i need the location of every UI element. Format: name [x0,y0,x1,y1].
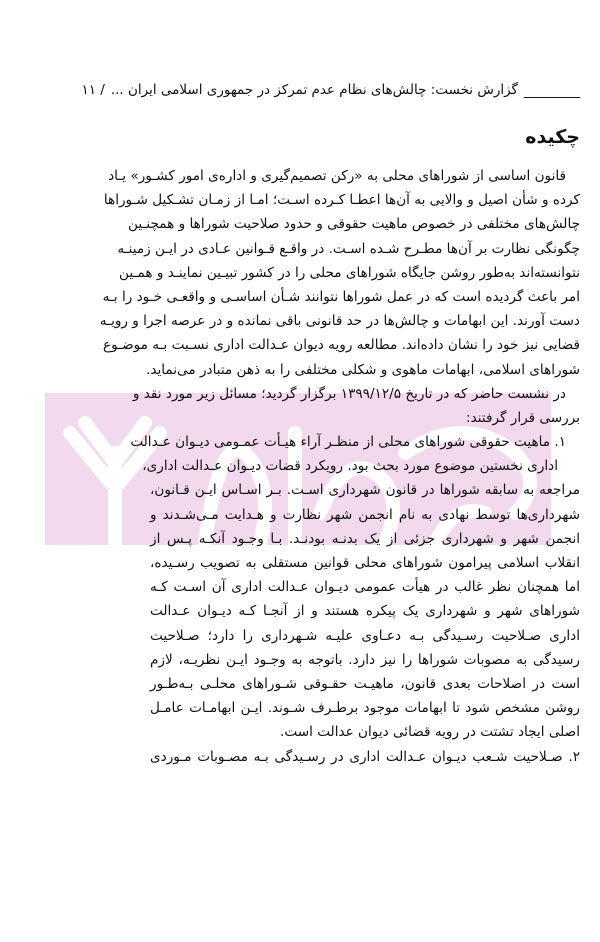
list-item-line: ۲. صـلاحیت شـعب دیـوان عـدالت اداری در رسـیدگی بـه مصـوبات مـوردی [150,748,580,765]
text-line: بررسی قرار گرفتند: [466,409,580,426]
text-line: امر باعث گردیده است که در عمل شوراها نتوانند شـأن اساسـی و واقعـی خـود را بـه [102,288,580,305]
list-item-line: مراجعه به سابقه شوراها در قانون شهرداری اسـت. بـر اسـاس ایـن قـانون، [150,482,580,499]
running-header [70,74,580,98]
paragraph-session [132,382,580,430]
section-heading: چکیده [525,126,580,148]
list-item-line: اداری نخستین موضوع مورد بحث بود. رویکرد قضات دیـوان عـدالت اداری، [142,458,558,475]
paragraph-abstract [99,164,580,382]
text-line: دست آورند. این ابهامات و چالش‌ها در حد قانونی باقی نمانده و در عرصه اجرا و رویـه [99,313,580,330]
list-item-line: شهرداری‌ها توسط نهادی به نام انجمن شهر نظارت و هـدایت مـی‌شـدند و [150,506,580,523]
list-item-1 [130,430,580,744]
abstract-body [99,164,580,769]
text-line: چالش‌های مختلفی در خصوص ماهیت حقوقی و حدود صلاحیت شوراها و همچنـین [128,216,580,233]
list-item-line: ۱. ماهیت حقوقی شوراهای محلی از منظـر آراء هیـأت عمـومی دیـوان عـدالت [130,434,566,451]
list-item-line: اداری صـلاحیت رسـیدگی بـه دعـاوی علیـه شـهرداری را دارد؛ صـلاحیت [150,627,580,644]
list-item-line: انجمن شهر و شهرداری جزئی از یک بدنـه بودنـد. بـا وجـود آنکـه پـس از [150,530,580,547]
text-line: نتوانسته‌اند به‌طور روشن جایگاه شوراهای محلی را در کشور تبیـین نماینـد و همـین [119,264,580,281]
list-item-line: اصلی ایجاد تشتت در رویه قضائی دیوان عدالت است. [280,724,580,741]
text-line: قضایی نیز خود را نشان داده‌اند. مطالعه رویه دیوان عـدالت اداری نسـبت بـه موضـوع [102,337,580,354]
list-item-line: اما همچنان نظر غالب در هیأت عمومی دیـوان عـدالت اداری آن اسـت کـه [150,579,580,596]
list-item-line: انقلاب اسلامی پیرامون شوراهای محلی قوانین مستقلی به تصویب رسـیده، [150,555,580,571]
running-header-title: گزارش نخست: چالش‌های نظام عدم تمرکز در جمهوری اسلامی ایران ... [110,82,518,98]
list-item-line: است در اصلاحات بعدی قانون، ماهیـت حقـوقی شـوراهای محلـی بـه‌طـور [150,675,580,692]
text-line: قانون اساسی از شوراهای محلی به «رکن تصمیم‌گیری و اداره‌ی امور کشـور» یـاد [108,168,566,184]
text-line: در نشست حاضر که در تاریخ ۱۳۹۹/۱۲/۵ برگزار گردید؛ مسائل زیر مورد نقد و [132,385,566,402]
text-line: چگونگی نظارت بر آن‌ها مطـرح شـده اسـت. در واقـع قـوانین عـادی در ایـن زمینـه [117,240,580,257]
page-number: / ۱۱ [81,82,105,98]
text-line: شوراهای اسلامی، ابهامات ماهوی و شکلی مختلفی را به ذهن متبادر می‌نماید. [146,361,580,378]
text-line: کرده و شأن اصیل و والایی به آن‌ها اعطـا کـرده اسـت؛ امـا از زمـان تشـکیل شـوراها [103,192,580,209]
header-rule [524,83,580,98]
list-item-line: روشن مشخص شود تا ابهامات موجود برطـرف شـوند. ایـن ابهامـات عامـل [150,700,580,717]
list-item-2 [150,745,580,769]
list-item-line: رسیدگی به مصوبات شوراها را نیز دارد. باتوجه به وجـود ایـن نظریـه، لازم [150,651,580,668]
list-item-line: شوراهای شهر و شهرداری یک پیکره هستند و از آنجـا کـه دیـوان عـدالت [150,603,580,620]
